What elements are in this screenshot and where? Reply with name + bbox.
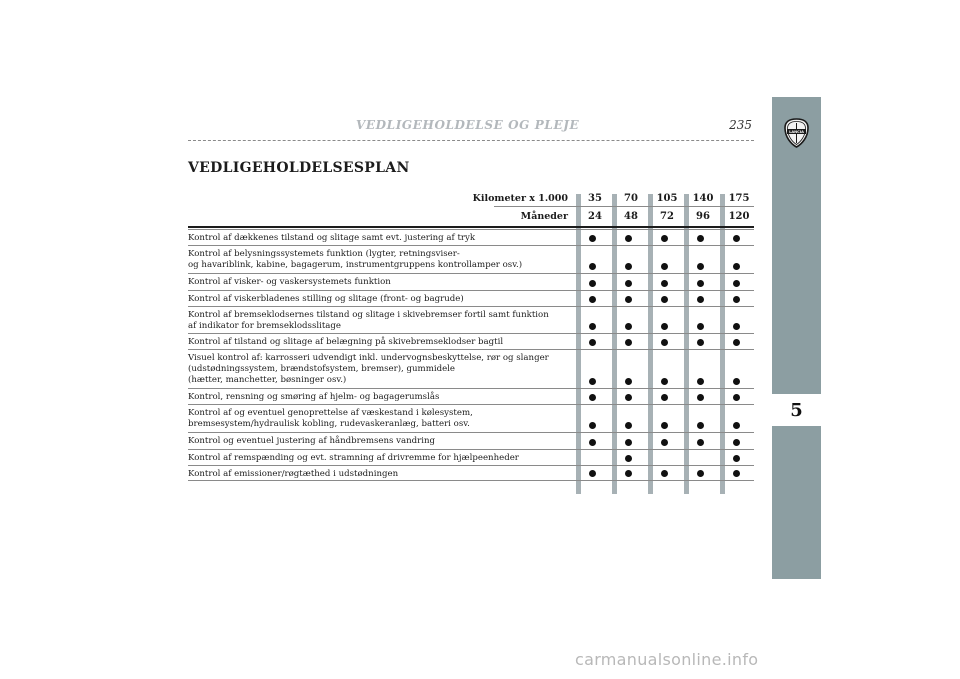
header-rule — [188, 140, 754, 141]
row-description — [188, 277, 568, 288]
service-dot — [661, 339, 668, 346]
service-dot — [661, 422, 668, 429]
service-dot — [661, 323, 668, 330]
row-text-line: Kontrol af visker- og vaskersystemets funktion — [188, 277, 391, 287]
km-value: 70 — [624, 193, 638, 204]
row-description — [188, 233, 568, 244]
row-text-line: bremsesystem/hydraulisk kobling, rudevaskeranlæg, batteri osv. — [188, 419, 470, 429]
table-row — [188, 306, 754, 333]
service-dot — [625, 235, 632, 242]
service-dot — [661, 280, 668, 287]
service-dot — [589, 280, 596, 287]
logo-text: LANCIA — [789, 130, 804, 134]
table-row — [188, 333, 754, 349]
service-dot — [589, 378, 596, 385]
service-dot — [733, 394, 740, 401]
service-dot — [625, 439, 632, 446]
service-dot — [625, 323, 632, 330]
km-value: 175 — [728, 193, 750, 204]
service-dot — [661, 439, 668, 446]
service-dot — [589, 339, 596, 346]
service-dot — [661, 235, 668, 242]
table-row — [188, 290, 754, 306]
service-dot — [733, 422, 740, 429]
service-dot — [733, 470, 740, 477]
service-dot — [733, 323, 740, 330]
service-dot — [625, 263, 632, 270]
row-text-line: Visuel kontrol af: karrosseri udvendigt inkl. undervognsbeskyttelse, rør og slanger — [188, 353, 549, 363]
row-text-line: af indikator for bremseklodsslitage — [188, 321, 342, 331]
month-value: 24 — [588, 211, 602, 222]
row-description — [188, 408, 568, 430]
service-dot — [661, 263, 668, 270]
row-description — [188, 353, 568, 386]
service-dot — [625, 296, 632, 303]
service-dot — [733, 439, 740, 446]
service-dot — [589, 235, 596, 242]
service-dot — [733, 263, 740, 270]
service-dot — [697, 296, 704, 303]
table-row — [188, 465, 754, 481]
page-title: VEDLIGEHOLDELSESPLAN — [188, 160, 410, 176]
service-dot — [697, 378, 704, 385]
header-bottom-rule — [188, 226, 754, 228]
service-dot — [589, 422, 596, 429]
chapter-sidebar — [772, 97, 821, 579]
month-value: 120 — [728, 211, 750, 222]
row-description — [188, 469, 568, 480]
service-dot — [697, 263, 704, 270]
section-title: VEDLIGEHOLDELSE OG PLEJE — [356, 118, 580, 132]
row-text-line: (udstødningssystem, brændstofsystem, bremser), gummidele — [188, 364, 456, 374]
month-value: 48 — [624, 211, 638, 222]
row-text-line: Kontrol af dækkenes tilstand og slitage samt evt. justering af tryk — [188, 233, 476, 243]
service-dot — [589, 263, 596, 270]
months-label: Måneder — [520, 211, 568, 222]
table-row — [188, 229, 754, 245]
service-dot — [697, 470, 704, 477]
service-dot — [733, 378, 740, 385]
row-description — [188, 436, 568, 447]
service-dot — [661, 378, 668, 385]
service-dot — [661, 296, 668, 303]
service-dot — [733, 339, 740, 346]
page-number: 235 — [729, 118, 752, 132]
service-dot — [661, 470, 668, 477]
service-dot — [661, 394, 668, 401]
row-text-line: Kontrol af tilstand og slitage af belægning på skivebremseklodser bagtil — [188, 337, 504, 347]
service-dot — [625, 455, 632, 462]
row-text-line: Kontrol, rensning og smøring af hjelm- og bagagerumslås — [188, 392, 440, 402]
row-description — [188, 310, 568, 332]
row-description — [188, 337, 568, 348]
service-dot — [697, 339, 704, 346]
row-text-line: Kontrol og eventuel justering af håndbremsens vandring — [188, 436, 436, 446]
service-dot — [697, 323, 704, 330]
service-dot — [589, 323, 596, 330]
km-value: 35 — [588, 193, 602, 204]
month-value: 96 — [696, 211, 710, 222]
table-row — [188, 388, 754, 404]
chapter-number: 5 — [772, 394, 821, 426]
service-dot — [733, 280, 740, 287]
table-row — [188, 349, 754, 388]
row-text-line: Kontrol af viskerbladenes stilling og slitage (front- og bagrude) — [188, 294, 464, 304]
row-text-line: Kontrol af og eventuel genoprettelse af væskestand i kølesystem, — [188, 408, 473, 418]
row-text-line: Kontrol af emissioner/røgtæthed i udstødningen — [188, 469, 399, 479]
service-dot — [589, 394, 596, 401]
service-dot — [697, 280, 704, 287]
service-dot — [697, 394, 704, 401]
table-row — [188, 404, 754, 432]
row-description — [188, 453, 568, 464]
service-dot — [589, 470, 596, 477]
service-dot — [697, 439, 704, 446]
service-dot — [589, 439, 596, 446]
service-dot — [625, 280, 632, 287]
row-text-line: Kontrol af bremseklodsernes tilstand og slitage i skivebremser fortil samt funktion — [188, 310, 549, 320]
table-row — [188, 432, 754, 449]
service-dot — [625, 422, 632, 429]
header-mid-rule — [494, 206, 754, 207]
service-dot — [697, 235, 704, 242]
row-description — [188, 294, 568, 305]
watermark: carmanualsonline.info — [575, 650, 759, 669]
service-dot — [733, 455, 740, 462]
service-dot — [733, 296, 740, 303]
table-row — [188, 245, 754, 273]
service-dot — [733, 235, 740, 242]
service-dot — [625, 339, 632, 346]
maintenance-table-body — [188, 229, 754, 481]
km-value: 140 — [692, 193, 714, 204]
page-header — [188, 118, 754, 140]
table-row — [188, 449, 754, 465]
row-text-line: og havariblink, kabine, bagagerum, instrumentgruppens kontrollamper osv.) — [188, 260, 523, 270]
service-dot — [589, 296, 596, 303]
service-dot — [625, 394, 632, 401]
row-text-line: Kontrol af belysningssystemets funktion (lygter, retningsviser- — [188, 249, 460, 259]
month-value: 72 — [660, 211, 674, 222]
service-dot — [625, 470, 632, 477]
service-dot — [625, 378, 632, 385]
row-description — [188, 392, 568, 403]
service-dot — [697, 422, 704, 429]
row-text-line: Kontrol af remspænding og evt. stramning af drivremme for hjælpeenheder — [188, 453, 519, 463]
row-text-line: (hætter, manchetter, bøsninger osv.) — [188, 375, 347, 385]
row-description — [188, 249, 568, 271]
table-row — [188, 273, 754, 290]
lancia-shield-icon — [784, 118, 809, 148]
km-value: 105 — [656, 193, 678, 204]
km-label: Kilometer x 1.000 — [472, 193, 568, 204]
